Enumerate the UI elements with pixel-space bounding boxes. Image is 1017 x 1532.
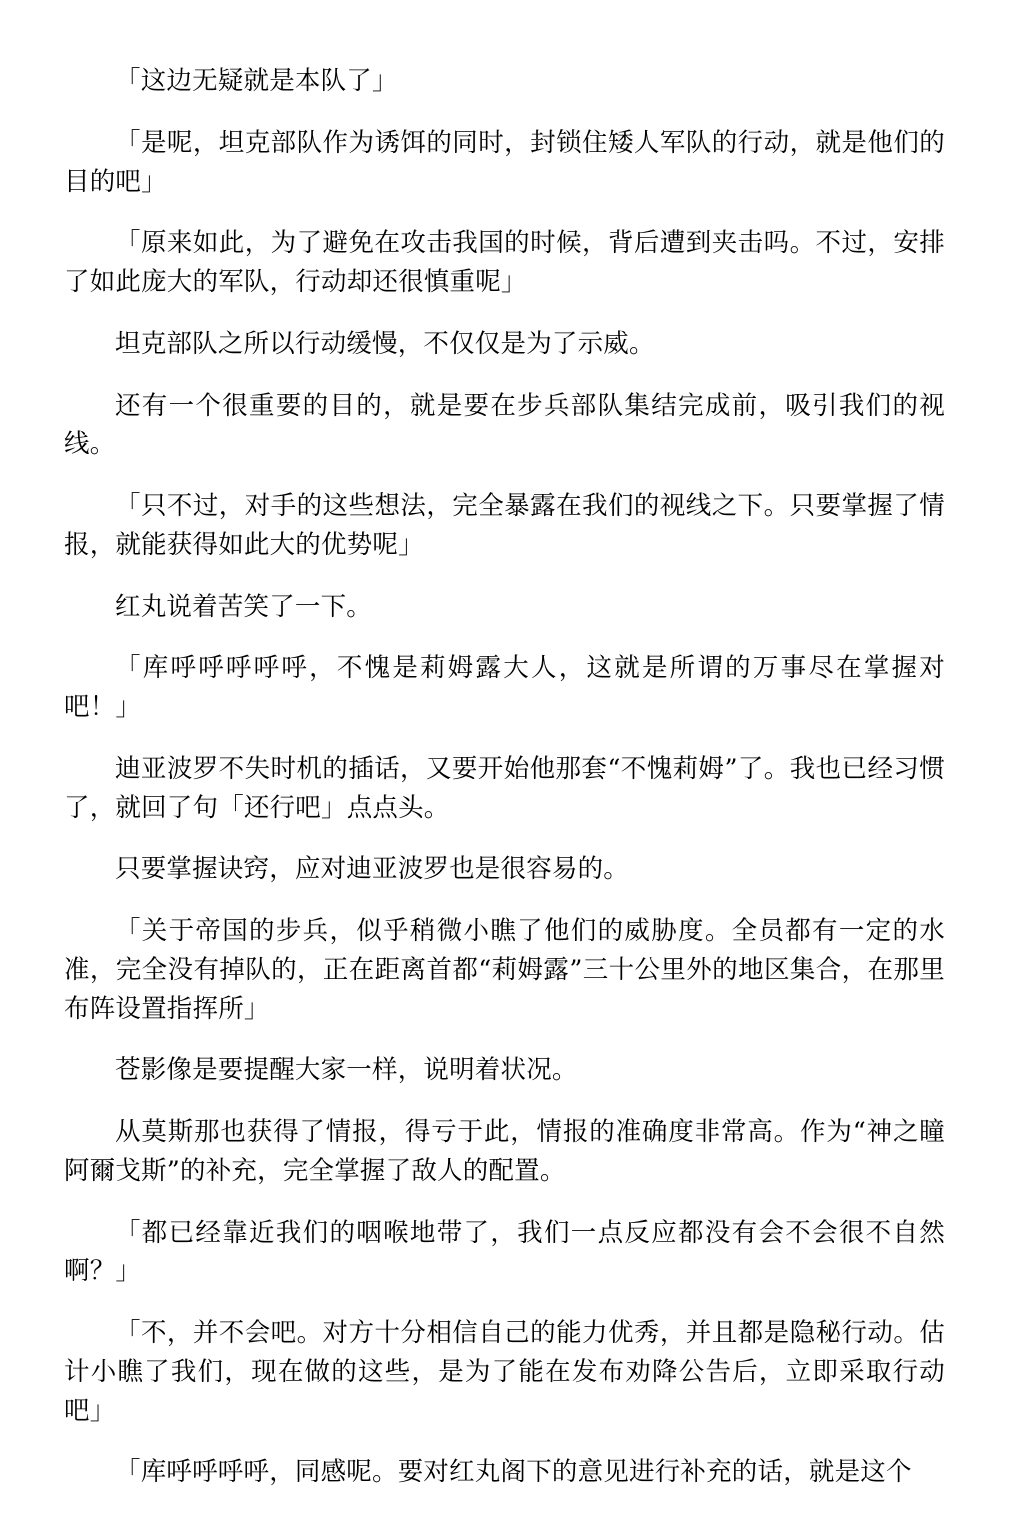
paragraph: 「是呢，坦克部队作为诱饵的同时，封锁住矮人军队的行动，就是他们的目的吧」 <box>64 127 945 197</box>
paragraph: 「这边无疑就是本队了」 <box>115 66 398 96</box>
paragraph: 坦克部队之所以行动缓慢，不仅仅是为了示威。 <box>115 328 655 359</box>
paragraph: 从莫斯那也获得了情报，得亏于此，情报的准确度非常高。作为“神之瞳阿爾戈斯”的补充，完全掌握了敌人的配置。 <box>64 1117 945 1186</box>
paragraph: 只要掌握诀窍，应对迪亚波罗也是很容易的。 <box>115 854 630 885</box>
paragraph: 「关于帝国的步兵，似乎稍微小瞧了他们的威胁度。全员都有一定的水准，完全没有掉队的，正在距离首都“莉姆露”三十公里外的地区集合，在那里布阵设置指挥所」 <box>64 916 945 1024</box>
paragraph: 红丸说着苦笑了一下。 <box>115 591 373 622</box>
paragraph: 迪亚波罗不失时机的插话，又要开始他那套“不愧莉姆”了。我也已经习惯了，就回了句「还行吧」点点头。 <box>64 753 945 823</box>
paragraph: 「不，并不会吧。对方十分相信自己的能力优秀，并且都是隐秘行动。估计小瞧了我们，现在做的这些，是为了能在发布劝降公告后，立即采取行动吧」 <box>64 1318 945 1426</box>
paragraph: 还有一个很重要的目的，就是要在步兵部队集结完成前，吸引我们的视线。 <box>64 390 945 460</box>
paragraph: 苍影像是要提醒大家一样，说明着状况。 <box>115 1055 578 1086</box>
document-body <box>64 62 945 1492</box>
paragraph: 「都已经靠近我们的咽喉地带了，我们一点反应都没有会不会很不自然啊？」 <box>64 1217 945 1287</box>
paragraph: 「原来如此，为了避免在攻击我国的时候，背后遭到夹击吗。不过，安排了如此庞大的军队，行动却还很慎重呢」 <box>64 228 945 297</box>
paragraph: 「库呼呼呼呼呼，不愧是莉姆露大人，这就是所谓的万事尽在掌握对吧！」 <box>64 653 945 722</box>
paragraph: 「库呼呼呼呼，同感呢。要对红丸阁下的意见进行补充的话，就是这个 <box>115 1457 912 1488</box>
paragraph: 「只不过，对手的这些想法，完全暴露在我们的视线之下。只要掌握了情报，就能获得如此大的优势呢」 <box>64 491 945 560</box>
